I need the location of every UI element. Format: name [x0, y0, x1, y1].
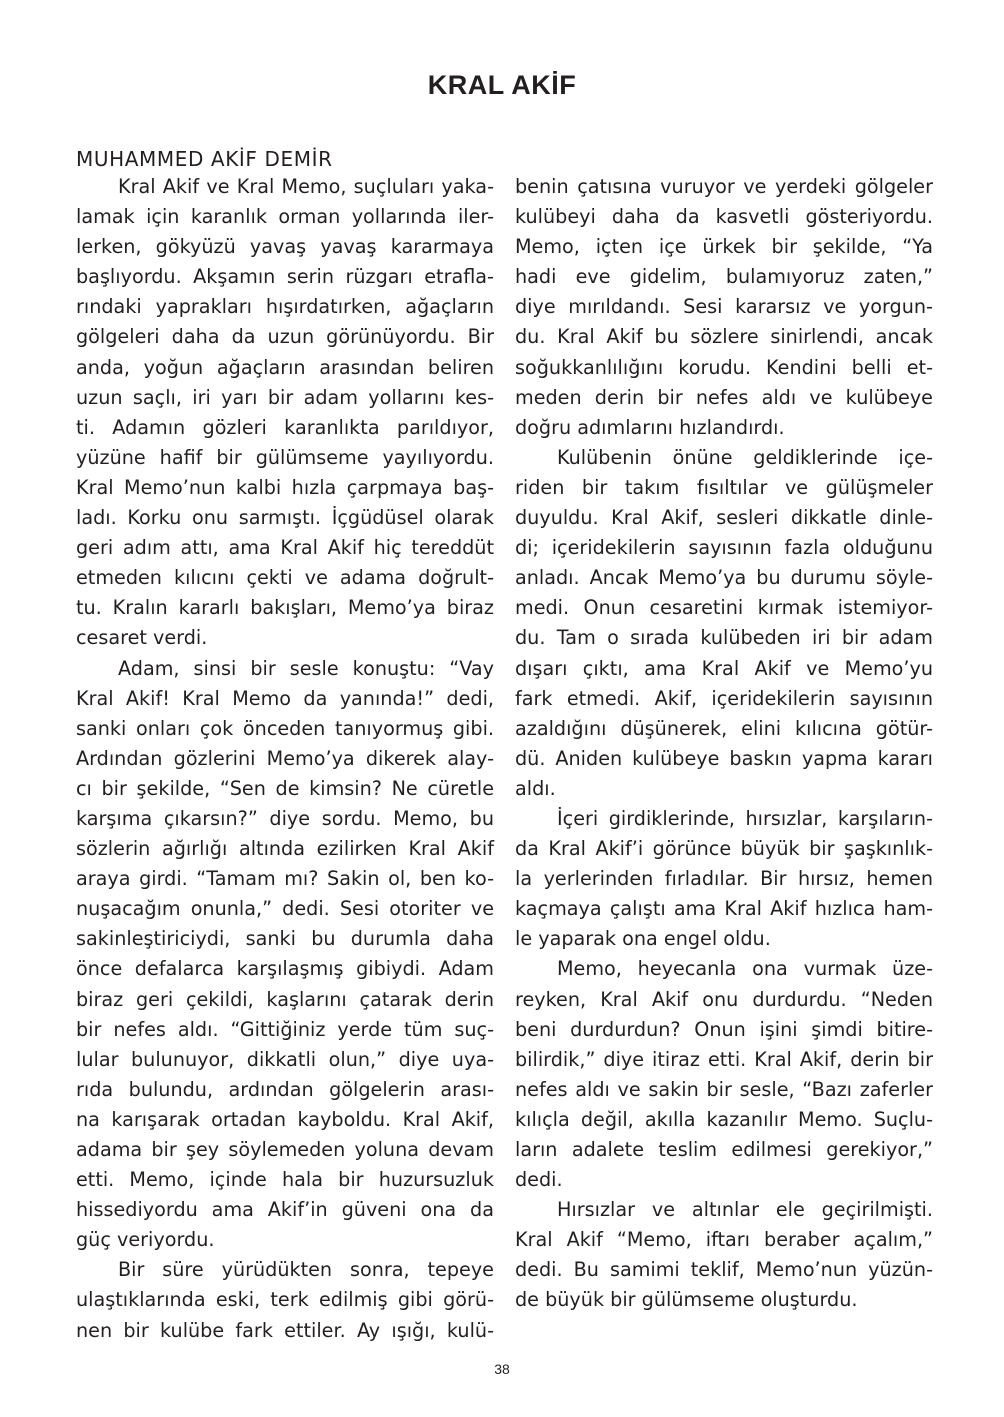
text-line: la yerlerinden fırladılar. Bir hırsız, hemen — [515, 867, 933, 891]
text-line: doğru adımlarını hızlandırdı. — [515, 415, 785, 439]
text-line: na karışarak ortadan kayboldu. Kral Akif, — [76, 1107, 494, 1131]
text-line: karşıma çıkarsın?” diye sordu. Memo, bu — [76, 806, 494, 830]
text-line: kılıçla değil, akılla kazanılır Memo. Suçlu- — [515, 1107, 933, 1131]
text-line: aldı. — [515, 776, 556, 800]
text-line: dü. Aniden kulübeye baskın yapma kararı — [515, 746, 933, 770]
text-line: medi. Onun cesaretini kırmak istemiyor- — [515, 596, 933, 620]
text-line: Kral Akif “Memo, iftarı beraber açalım,” — [515, 1228, 933, 1252]
text-line: Ardından gözlerini Memo’ya dikerek alay- — [76, 746, 494, 770]
text-line: Hırsızlar ve altınlar ele geçirilmişti. — [557, 1198, 933, 1222]
text-line: yüzüne hafif bir gülümseme yayılıyordu. — [76, 445, 494, 469]
text-line: riden bir takım fısıltılar ve gülüşmeler — [515, 475, 933, 499]
text-line: ti. Adamın gözleri karanlıkta parıldıyor, — [76, 415, 494, 439]
text-line: araya girdi. “Tamam mı? Sakin ol, ben ko- — [76, 867, 494, 891]
text-line: ların adalete teslim edilmesi gerekiyor,” — [515, 1138, 933, 1161]
page-title: KRAL AKİF — [427, 70, 577, 100]
text-line: başlıyordu. Akşamın serin rüzgarı etrafla- — [76, 265, 494, 289]
text-line: geri adım attı, ama Kral Akif hiç tereddüt — [76, 536, 494, 560]
author-name: MUHAMMED AKİF DEMİR — [76, 147, 333, 171]
text-line: beni durdurdun? Onun işini şimdi bitire- — [515, 1017, 933, 1041]
text-line: tu. Kralın kararlı bakışları, Memo’ya biraz — [76, 596, 494, 620]
text-line: bilirdik,” diye itiraz etti. Kral Akif, derin bir — [515, 1047, 933, 1071]
text-line: kaçmaya çalıştı ama Kral Akif hızlıca ham- — [515, 897, 933, 921]
text-line: biraz geri çekildi, kaşlarını çatarak derin — [76, 987, 494, 1011]
page-number: 38 — [494, 1361, 510, 1377]
text-line: nen bir kulübe fark ettiler. Ay ışığı, kulü- — [76, 1318, 494, 1342]
text-line: ulaştıklarında eski, terk edilmiş gibi görü- — [76, 1288, 494, 1312]
right-column — [515, 172, 933, 1316]
text-line: sözlerin ağırlığı altında ezilirken Kral Akif — [76, 837, 494, 861]
text-line: cesaret verdi. — [76, 626, 208, 650]
text-line: nefes aldı ve sakin bir sesle, “Bazı zaferler — [515, 1077, 933, 1101]
text-line: Memo, içten içe ürkek bir şekilde, “Ya — [515, 235, 933, 259]
text-line: duyuldu. Kral Akif, sesleri dikkatle dinle- — [515, 506, 933, 530]
text-line: de büyük bir gülümseme oluşturdu. — [515, 1288, 858, 1312]
text-line: anda, yoğun ağaçların arasından beliren — [76, 355, 494, 379]
text-line: dedi. — [515, 1168, 563, 1192]
text-line: rıda bulundu, ardından gölgelerin arası- — [76, 1077, 494, 1101]
text-line: lular bulunuyor, dikkatli olun,” diye uya- — [76, 1047, 494, 1071]
text-line: Adam, sinsi bir sesle konuştu: “Vay — [118, 656, 494, 680]
text-line: etti. Memo, içinde hala bir huzursuzluk — [76, 1168, 494, 1192]
text-line: rındaki yaprakları hışırdatırken, ağaçların — [76, 295, 494, 319]
text-line: gölgeleri daha da uzun görünüyordu. Bir — [76, 325, 494, 349]
text-line: sakinleştiriciydi, sanki bu durumla daha — [76, 927, 494, 951]
text-line: cı bir şekilde, “Sen de kimsin? Ne cüretle — [76, 776, 494, 800]
text-line: uzun saçlı, iri yarı bir adam yollarını kes- — [76, 385, 494, 409]
text-line: Kral Memo’nun kalbi hızla çarpmaya baş- — [76, 475, 494, 499]
text-line: Kulübenin önüne geldiklerinde içe- — [557, 445, 933, 469]
text-line: önce defalarca karşılaşmış gibiydi. Adam — [76, 957, 494, 981]
text-line: diye mırıldandı. Sesi kararsız ve yorgun- — [515, 295, 933, 319]
text-line: sanki onları çok önceden tanıyormuş gibi. — [76, 716, 494, 740]
text-line: hissediyordu ama Akif’in güveni ona da — [76, 1198, 494, 1222]
text-line: soğukkanlılığını korudu. Kendini belli et- — [515, 355, 933, 379]
text-line: le yaparak ona engel oldu. — [515, 927, 771, 951]
text-line: Memo, heyecanla ona vurmak üze- — [557, 957, 933, 981]
text-line: dedi. Bu samimi teklif, Memo’nun yüzün- — [515, 1258, 933, 1282]
text-line: Kral Akif! Kral Memo da yanında!” dedi, — [76, 686, 494, 710]
text-line: azaldığını düşünerek, elini kılıcına götür- — [515, 716, 933, 740]
text-line: du. Tam o sırada kulübeden iri bir adam — [515, 626, 933, 650]
text-line: adama bir şey söylemeden yoluna devam — [76, 1138, 494, 1161]
text-line: anladı. Ancak Memo’ya bu durumu söyle- — [515, 566, 933, 590]
text-line: du. Kral Akif bu sözlere sinirlendi, ancak — [515, 325, 933, 349]
text-line: etmeden kılıcını çekti ve adama doğrult- — [76, 566, 494, 590]
text-line: fark etmedi. Akif, içeridekilerin sayısının — [515, 686, 933, 710]
text-line: reyken, Kral Akif onu durdurdu. “Neden — [515, 987, 933, 1011]
text-line: lamak için karanlık orman yollarında iler- — [76, 205, 494, 229]
text-line: Bir süre yürüdükten sonra, tepeye — [118, 1258, 494, 1282]
text-line: hadi eve gidelim, bulamıyoruz zaten,” — [515, 265, 933, 289]
text-line: benin çatısına vuruyor ve yerdeki gölgeler — [515, 175, 933, 198]
text-line: bir nefes aldı. “Gittiğiniz yerde tüm suç- — [76, 1017, 494, 1041]
left-column — [76, 172, 494, 1346]
text-line: İçeri girdiklerinde, hırsızlar, karşıların- — [557, 806, 933, 830]
text-line: ladı. Korku onu sarmıştı. İçgüdüsel olarak — [76, 506, 494, 530]
text-line: meden derin bir nefes aldı ve kulübeye — [515, 385, 933, 409]
text-line: nuşacağım onunla,” dedi. Sesi otoriter ve — [76, 897, 494, 921]
text-line: güç veriyordu. — [76, 1228, 215, 1252]
text-line: Kral Akif ve Kral Memo, suçluları yaka- — [118, 175, 494, 198]
text-line: da Kral Akif’i görünce büyük bir şaşkınlık- — [515, 837, 933, 861]
text-line: lerken, gökyüzü yavaş yavaş kararmaya — [76, 235, 494, 259]
text-line: dışarı çıktı, ama Kral Akif ve Memo’yu — [515, 656, 933, 680]
text-line: di; içeridekilerin sayısının fazla olduğunu — [515, 536, 933, 560]
text-line: kulübeyi daha da kasvetli gösteriyordu. — [515, 205, 933, 229]
